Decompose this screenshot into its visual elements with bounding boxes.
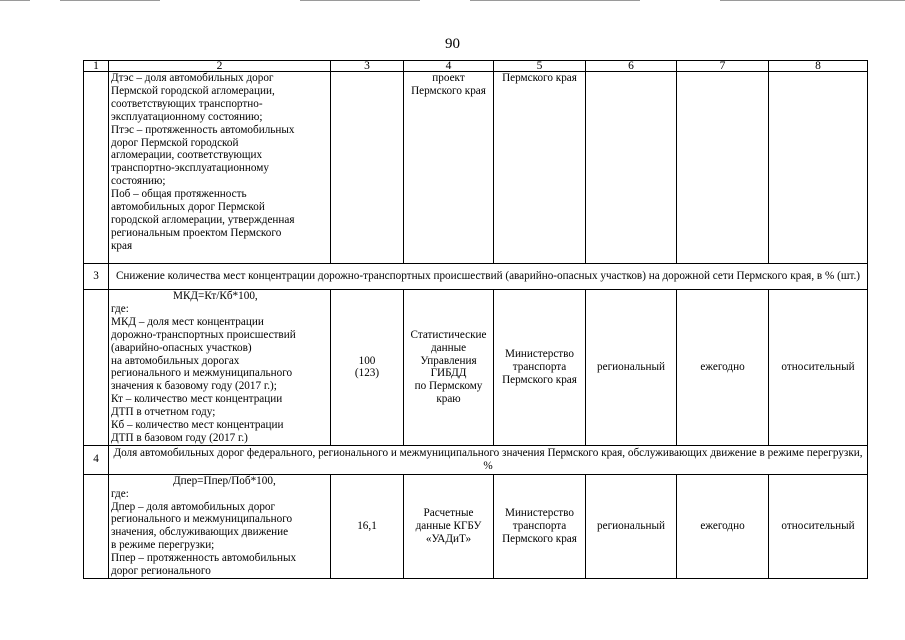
level-cell: региональный bbox=[586, 290, 677, 446]
source-cell: Расчетные данные КГБУ «УАДиТ» bbox=[404, 474, 494, 578]
frequency-cell: ежегодно bbox=[677, 474, 769, 578]
type-cell bbox=[769, 72, 868, 264]
level-cell: региональный bbox=[586, 474, 677, 578]
indicator-table bbox=[83, 60, 868, 579]
section-title: Доля автомобильных дорог федерального, регионального и межмуниципального значения Пермского края, обслуживающих движение в режиме перегрузки, % bbox=[109, 445, 868, 474]
row-number-cell bbox=[84, 474, 109, 578]
header-row bbox=[84, 61, 868, 72]
section-number: 3 bbox=[84, 264, 109, 290]
level-cell bbox=[586, 72, 677, 264]
row-number-cell bbox=[84, 72, 109, 264]
header-cell: 8 bbox=[769, 61, 868, 72]
formula-description: где: Дпер – доля автомобильных дорог регионального и межмуниципального значения, обслуживающих движение в режиме перегрузки; Ппер – протяженность автомобильных дорог регионального bbox=[111, 487, 297, 578]
source-cell: Статистические данные Управления ГИБДД по Пермскому краю bbox=[404, 290, 494, 446]
section-number: 4 bbox=[84, 445, 109, 474]
formula-description: где: МКД – доля мест концентрации дорожно-транспортных происшествий (аварийно-опасных участков) на автомобильных дорогах регионального и межмуниципального значения к базовому году (2017 г.); Кт – количество мест концентрации ДТП в отчетном году; Кб – количество мест концентрации ДТП в базовом году (2017 г.) bbox=[111, 302, 296, 444]
formula-text: Дпер=Ппер/Поб*100, bbox=[173, 474, 276, 487]
header-cell: 2 bbox=[109, 61, 331, 72]
scan-edge-line bbox=[300, 0, 420, 1]
table-row bbox=[84, 72, 868, 264]
scan-edge-line bbox=[720, 0, 905, 1]
header-cell: 3 bbox=[331, 61, 404, 72]
type-cell: относительный bbox=[769, 290, 868, 446]
page-number: 90 bbox=[445, 36, 460, 52]
header-cell: 1 bbox=[84, 61, 109, 72]
row-number-cell bbox=[84, 290, 109, 446]
base-value-cell: 16,1 bbox=[331, 474, 404, 578]
formula-description-cell: Дтэс – доля автомобильных дорог Пермской городской агломерации, соответствующих транспортно- эксплуатационному состоянию; Птэс – протяженность автомобильных дорог Пермской городской агломерации, соответствующих транспортно-эксплуатационному состоянию; Поб – общая протяженность автомобильных дорог Пермской городской агломерации, утвержденная региональным проектом Пермского края bbox=[109, 72, 331, 264]
header-cell: 7 bbox=[677, 61, 769, 72]
formula-description-cell bbox=[109, 290, 331, 446]
formula-text: МКД=Кт/Кб*100, bbox=[173, 290, 258, 302]
type-cell: относительный bbox=[769, 474, 868, 578]
header-cell: 4 bbox=[404, 61, 494, 72]
scan-edge-line bbox=[470, 0, 640, 1]
frequency-cell bbox=[677, 72, 769, 264]
section-row bbox=[84, 264, 868, 290]
header-cell: 5 bbox=[494, 61, 586, 72]
base-value-cell bbox=[331, 72, 404, 264]
scan-edge-line bbox=[60, 0, 160, 1]
formula-description-cell bbox=[109, 474, 331, 578]
responsible-cell: Министерство транспорта Пермского края bbox=[494, 474, 586, 578]
responsible-cell: Пермского края bbox=[494, 72, 586, 264]
section-title: Снижение количества мест концентрации дорожно-транспортных происшествий (аварийно-опасных участков) на дорожной сети Пермского края, в % (шт.) bbox=[109, 264, 868, 290]
table-row bbox=[84, 290, 868, 446]
frequency-cell: ежегодно bbox=[677, 290, 769, 446]
base-value-cell: 100 (123) bbox=[331, 290, 404, 446]
responsible-cell: Министерство транспорта Пермского края bbox=[494, 290, 586, 446]
header-cell: 6 bbox=[586, 61, 677, 72]
table-row bbox=[84, 474, 868, 578]
section-row bbox=[84, 445, 868, 474]
source-cell: проект Пермского края bbox=[404, 72, 494, 264]
scan-edge-line bbox=[0, 0, 30, 1]
